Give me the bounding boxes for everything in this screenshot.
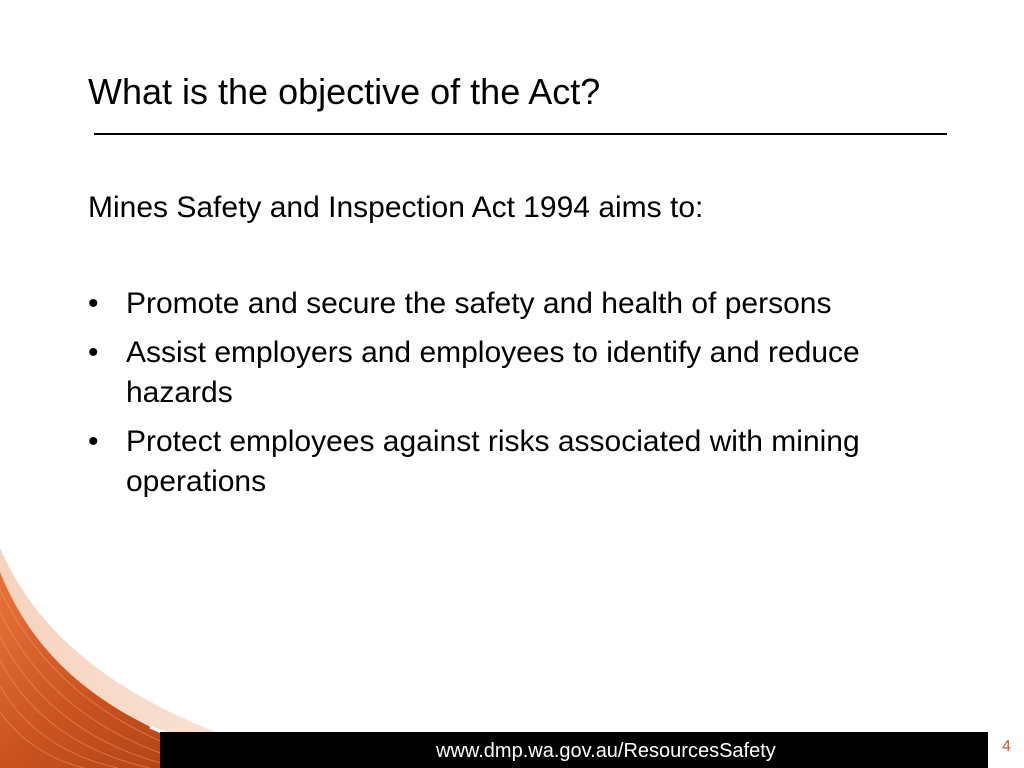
list-item (88, 422, 948, 502)
bullet-icon: • (88, 336, 99, 369)
bullet-icon: • (88, 425, 99, 458)
bullet-text: Protect employees against risks associated with mining operations (126, 425, 860, 498)
title-divider (94, 133, 947, 135)
list-item (88, 333, 948, 413)
bullet-text: Promote and secure the safety and health of persons (126, 287, 832, 320)
slide-title: What is the objective of the Act? (88, 71, 601, 112)
footer-url-link[interactable]: www.dmp.wa.gov.au/ResourcesSafety (436, 740, 776, 762)
page-number: 4 (1002, 738, 1011, 755)
list-item (88, 284, 948, 324)
bullet-text: Assist employers and employees to identify and reduce hazards (126, 336, 860, 409)
intro-text: Mines Safety and Inspection Act 1994 aims to: (88, 191, 704, 224)
bullet-list (88, 284, 948, 511)
bullet-icon: • (88, 287, 99, 320)
